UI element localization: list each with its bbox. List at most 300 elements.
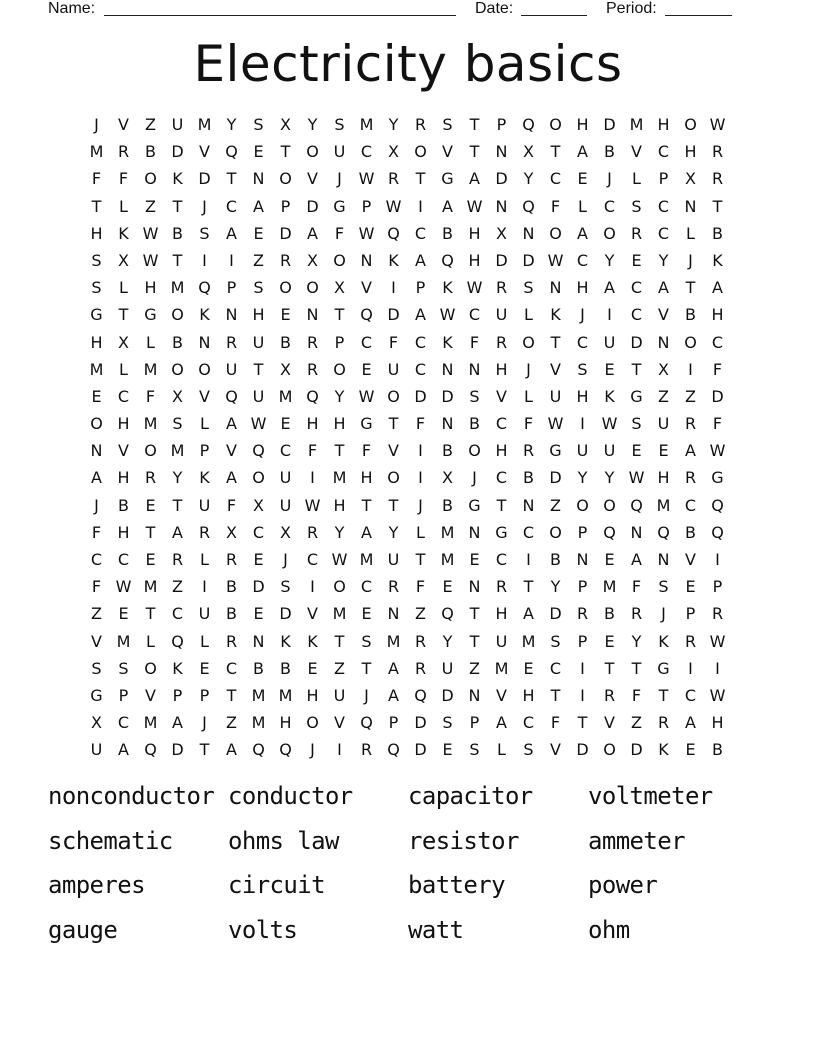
grid-letter[interactable]: C xyxy=(522,522,535,542)
grid-letter[interactable]: B xyxy=(118,495,129,515)
grid-letter[interactable]: O xyxy=(549,115,562,134)
grid-letter[interactable]: U xyxy=(333,142,346,162)
grid-letter[interactable]: L xyxy=(632,169,641,189)
grid-letter[interactable]: E xyxy=(631,441,642,461)
grid-letter[interactable]: T xyxy=(631,658,642,678)
grid-letter[interactable]: I xyxy=(715,658,720,678)
grid-letter[interactable]: I xyxy=(688,658,693,678)
grid-letter[interactable]: L xyxy=(200,631,209,651)
grid-letter[interactable]: A xyxy=(415,250,426,270)
grid-letter[interactable]: S xyxy=(658,577,669,597)
grid-letter[interactable]: N xyxy=(495,142,508,162)
grid-letter[interactable]: V xyxy=(199,142,210,162)
grid-letter[interactable]: T xyxy=(415,550,426,569)
grid-letter[interactable]: P xyxy=(685,604,696,624)
grid-letter[interactable]: M xyxy=(251,713,266,733)
grid-letter[interactable]: B xyxy=(172,223,183,243)
grid-letter[interactable]: S xyxy=(442,115,453,134)
grid-letter[interactable]: A xyxy=(577,142,588,162)
grid-letter[interactable]: N xyxy=(657,550,670,569)
grid-letter[interactable]: M xyxy=(602,577,617,597)
grid-letter[interactable]: I xyxy=(229,250,234,270)
grid-letter[interactable]: M xyxy=(116,631,131,651)
grid-letter[interactable]: P xyxy=(415,278,426,298)
grid-letter[interactable]: T xyxy=(388,414,399,434)
grid-letter[interactable]: X xyxy=(280,115,291,134)
grid-letter[interactable]: B xyxy=(685,522,696,542)
grid-letter[interactable]: K xyxy=(307,631,318,651)
grid-letter[interactable]: N xyxy=(90,441,103,461)
grid-letter[interactable]: C xyxy=(576,332,589,352)
grid-letter[interactable]: M xyxy=(143,414,158,434)
grid-letter[interactable]: S xyxy=(523,278,534,298)
grid-letter[interactable]: R xyxy=(225,631,238,651)
grid-letter[interactable]: E xyxy=(523,658,534,678)
grid-letter[interactable]: E xyxy=(604,550,615,569)
grid-letter[interactable]: I xyxy=(418,196,423,216)
grid-letter[interactable]: A xyxy=(226,223,237,243)
grid-letter[interactable]: Z xyxy=(658,386,669,406)
grid-letter[interactable]: C xyxy=(603,196,616,216)
grid-letter[interactable]: W xyxy=(709,685,726,705)
grid-letter[interactable]: B xyxy=(145,142,156,162)
grid-letter[interactable]: I xyxy=(715,550,720,569)
grid-letter[interactable]: A xyxy=(712,278,723,298)
grid-letter[interactable]: P xyxy=(172,685,183,705)
grid-letter[interactable]: I xyxy=(580,685,585,705)
grid-letter[interactable]: T xyxy=(685,278,696,298)
grid-letter[interactable]: K xyxy=(712,250,723,270)
grid-letter[interactable]: O xyxy=(603,495,616,515)
grid-letter[interactable]: M xyxy=(197,115,212,134)
grid-letter[interactable]: T xyxy=(145,604,156,624)
grid-letter[interactable]: Y xyxy=(604,250,615,270)
grid-letter[interactable]: Q xyxy=(279,740,292,760)
grid-letter[interactable]: L xyxy=(119,278,128,298)
grid-letter[interactable]: D xyxy=(549,468,562,488)
grid-letter[interactable]: B xyxy=(712,740,723,760)
grid-letter[interactable]: S xyxy=(631,196,642,216)
grid-letter[interactable]: T xyxy=(469,604,480,624)
grid-letter[interactable]: T xyxy=(253,359,264,379)
grid-letter[interactable]: R xyxy=(657,713,670,733)
grid-letter[interactable]: V xyxy=(550,740,561,760)
grid-letter[interactable]: K xyxy=(604,386,615,406)
grid-letter[interactable]: B xyxy=(442,495,453,515)
grid-letter[interactable]: V xyxy=(199,386,210,406)
grid-letter[interactable]: T xyxy=(334,441,345,461)
grid-letter[interactable]: V xyxy=(604,713,615,733)
grid-letter[interactable]: E xyxy=(253,604,264,624)
grid-letter[interactable]: E xyxy=(253,223,264,243)
grid-letter[interactable]: M xyxy=(143,359,158,379)
grid-letter[interactable]: I xyxy=(310,577,315,597)
grid-letter[interactable]: H xyxy=(495,441,508,461)
grid-letter[interactable]: C xyxy=(711,332,724,352)
grid-letter[interactable]: N xyxy=(441,359,454,379)
grid-letter[interactable]: D xyxy=(603,115,616,134)
grid-letter[interactable]: O xyxy=(90,414,103,434)
grid-letter[interactable]: H xyxy=(711,305,724,325)
grid-letter[interactable]: P xyxy=(469,713,480,733)
grid-letter[interactable]: C xyxy=(549,169,562,189)
grid-letter[interactable]: B xyxy=(685,305,696,325)
grid-letter[interactable]: E xyxy=(307,658,318,678)
grid-letter[interactable]: A xyxy=(577,223,588,243)
grid-letter[interactable]: G xyxy=(360,414,373,434)
grid-letter[interactable]: R xyxy=(711,169,724,189)
grid-letter[interactable]: T xyxy=(415,169,426,189)
grid-letter[interactable]: C xyxy=(657,142,670,162)
grid-letter[interactable]: T xyxy=(172,495,183,515)
grid-letter[interactable]: H xyxy=(90,223,103,243)
grid-letter[interactable]: B xyxy=(712,223,723,243)
grid-letter[interactable]: T xyxy=(145,522,156,542)
grid-letter[interactable]: H xyxy=(144,278,157,298)
grid-letter[interactable]: H xyxy=(576,278,589,298)
grid-letter[interactable]: O xyxy=(576,495,589,515)
grid-letter[interactable]: L xyxy=(416,522,425,542)
grid-letter[interactable]: R xyxy=(522,441,535,461)
grid-letter[interactable]: C xyxy=(495,550,508,569)
grid-letter[interactable]: A xyxy=(685,713,696,733)
grid-letter[interactable]: K xyxy=(172,658,183,678)
grid-letter[interactable]: R xyxy=(414,115,427,134)
grid-letter[interactable]: U xyxy=(252,386,265,406)
grid-letter[interactable]: W xyxy=(142,250,159,270)
grid-letter[interactable]: C xyxy=(657,223,670,243)
grid-letter[interactable]: O xyxy=(171,359,184,379)
grid-letter[interactable]: Z xyxy=(631,713,642,733)
grid-letter[interactable]: N xyxy=(522,223,535,243)
grid-letter[interactable]: P xyxy=(118,685,129,705)
grid-letter[interactable]: O xyxy=(684,115,697,134)
grid-letter[interactable]: S xyxy=(550,631,561,651)
grid-letter[interactable]: S xyxy=(334,115,345,134)
grid-letter[interactable]: A xyxy=(172,522,183,542)
grid-letter[interactable]: V xyxy=(361,278,372,298)
grid-letter[interactable]: H xyxy=(468,223,481,243)
grid-letter[interactable]: C xyxy=(468,305,481,325)
grid-letter[interactable]: Z xyxy=(226,713,237,733)
grid-letter[interactable]: G xyxy=(630,386,643,406)
grid-letter[interactable]: M xyxy=(143,577,158,597)
grid-letter[interactable]: M xyxy=(521,631,536,651)
grid-letter[interactable]: I xyxy=(202,250,207,270)
grid-letter[interactable]: D xyxy=(171,740,184,760)
grid-letter[interactable]: S xyxy=(577,359,588,379)
grid-letter[interactable]: H xyxy=(306,685,319,705)
grid-letter[interactable]: O xyxy=(468,441,481,461)
grid-letter[interactable]: J xyxy=(418,495,423,515)
grid-letter[interactable]: E xyxy=(91,386,102,406)
grid-letter[interactable]: P xyxy=(577,577,588,597)
grid-letter[interactable]: W xyxy=(709,631,726,651)
grid-letter[interactable]: R xyxy=(279,250,292,270)
grid-letter[interactable]: X xyxy=(334,278,345,298)
grid-letter[interactable]: R xyxy=(495,278,508,298)
grid-letter[interactable]: V xyxy=(685,550,696,569)
grid-letter[interactable]: X xyxy=(253,495,264,515)
grid-letter[interactable]: K xyxy=(118,223,129,243)
grid-letter[interactable]: S xyxy=(631,414,642,434)
grid-letter[interactable]: C xyxy=(414,332,427,352)
grid-letter[interactable]: O xyxy=(279,169,292,189)
grid-letter[interactable]: U xyxy=(279,468,292,488)
grid-letter[interactable]: Y xyxy=(226,115,237,134)
grid-letter[interactable]: U xyxy=(198,604,211,624)
grid-letter[interactable]: R xyxy=(414,631,427,651)
grid-letter[interactable]: V xyxy=(550,359,561,379)
grid-letter[interactable]: C xyxy=(117,713,130,733)
grid-letter[interactable]: O xyxy=(306,278,319,298)
grid-letter[interactable]: T xyxy=(712,196,723,216)
grid-letter[interactable]: R xyxy=(144,468,157,488)
grid-letter[interactable]: O xyxy=(333,577,346,597)
grid-letter[interactable]: I xyxy=(310,468,315,488)
grid-letter[interactable]: X xyxy=(307,250,318,270)
grid-letter[interactable]: C xyxy=(171,604,184,624)
grid-letter[interactable]: D xyxy=(252,577,265,597)
grid-letter[interactable]: P xyxy=(496,115,507,134)
grid-letter[interactable]: E xyxy=(442,740,453,760)
grid-letter[interactable]: N xyxy=(495,196,508,216)
grid-letter[interactable]: Q xyxy=(144,740,157,760)
grid-letter[interactable]: I xyxy=(688,359,693,379)
grid-letter[interactable]: N xyxy=(468,359,481,379)
grid-letter[interactable]: W xyxy=(358,223,375,243)
grid-letter[interactable]: F xyxy=(712,359,723,379)
grid-letter[interactable]: E xyxy=(280,305,291,325)
grid-letter[interactable]: C xyxy=(495,414,508,434)
grid-letter[interactable]: U xyxy=(90,740,103,760)
grid-letter[interactable]: J xyxy=(94,115,99,134)
grid-letter[interactable]: N xyxy=(468,685,481,705)
grid-letter[interactable]: J xyxy=(202,713,207,733)
grid-letter[interactable]: H xyxy=(657,468,670,488)
grid-letter[interactable]: O xyxy=(198,359,211,379)
grid-letter[interactable]: X xyxy=(496,223,507,243)
grid-letter[interactable]: E xyxy=(685,740,696,760)
grid-letter[interactable]: F xyxy=(550,196,561,216)
grid-letter[interactable]: R xyxy=(387,577,400,597)
grid-letter[interactable]: T xyxy=(550,332,561,352)
grid-letter[interactable]: L xyxy=(119,196,128,216)
grid-letter[interactable]: F xyxy=(550,713,561,733)
grid-letter[interactable]: R xyxy=(306,359,319,379)
grid-letter[interactable]: Z xyxy=(685,386,696,406)
grid-letter[interactable]: V xyxy=(496,386,507,406)
grid-letter[interactable]: U xyxy=(603,332,616,352)
grid-letter[interactable]: W xyxy=(547,250,564,270)
grid-letter[interactable]: I xyxy=(337,740,342,760)
grid-letter[interactable]: F xyxy=(415,414,426,434)
grid-letter[interactable]: M xyxy=(89,142,104,162)
grid-letter[interactable]: R xyxy=(495,577,508,597)
grid-letter[interactable]: C xyxy=(684,685,697,705)
grid-letter[interactable]: C xyxy=(117,386,130,406)
grid-letter[interactable]: K xyxy=(388,250,399,270)
grid-letter[interactable]: H xyxy=(468,250,481,270)
grid-letter[interactable]: A xyxy=(253,196,264,216)
grid-letter[interactable]: V xyxy=(307,604,318,624)
grid-letter[interactable]: W xyxy=(142,223,159,243)
grid-letter[interactable]: M xyxy=(278,685,293,705)
grid-letter[interactable]: J xyxy=(337,169,342,189)
grid-letter[interactable]: I xyxy=(580,414,585,434)
grid-letter[interactable]: B xyxy=(442,223,453,243)
grid-letter[interactable]: N xyxy=(684,196,697,216)
grid-letter[interactable]: Q xyxy=(252,740,265,760)
grid-letter[interactable]: X xyxy=(280,522,291,542)
grid-letter[interactable]: I xyxy=(391,278,396,298)
grid-letter[interactable]: K xyxy=(658,740,669,760)
grid-letter[interactable]: C xyxy=(414,223,427,243)
grid-letter[interactable]: V xyxy=(658,305,669,325)
grid-letter[interactable]: H xyxy=(657,115,670,134)
grid-letter[interactable]: B xyxy=(523,468,534,488)
grid-letter[interactable]: W xyxy=(466,196,483,216)
grid-letter[interactable]: T xyxy=(469,142,480,162)
grid-letter[interactable]: M xyxy=(170,441,185,461)
grid-letter[interactable]: L xyxy=(146,631,155,651)
grid-letter[interactable]: S xyxy=(253,115,264,134)
grid-letter[interactable]: O xyxy=(144,441,157,461)
grid-letter[interactable]: M xyxy=(278,386,293,406)
grid-letter[interactable]: J xyxy=(688,250,693,270)
grid-letter[interactable]: T xyxy=(172,250,183,270)
grid-letter[interactable]: T xyxy=(226,169,237,189)
grid-letter[interactable]: N xyxy=(468,522,481,542)
grid-letter[interactable]: B xyxy=(280,332,291,352)
grid-letter[interactable]: W xyxy=(547,414,564,434)
grid-letter[interactable]: C xyxy=(630,305,643,325)
grid-letter[interactable]: D xyxy=(171,142,184,162)
grid-letter[interactable]: N xyxy=(360,250,373,270)
grid-letter[interactable]: D xyxy=(549,604,562,624)
grid-letter[interactable]: M xyxy=(440,550,455,569)
grid-letter[interactable]: Y xyxy=(334,522,345,542)
grid-letter[interactable]: E xyxy=(145,550,156,569)
grid-letter[interactable]: X xyxy=(523,142,534,162)
grid-letter[interactable]: M xyxy=(656,495,671,515)
grid-letter[interactable]: N xyxy=(576,550,589,569)
grid-letter[interactable]: H xyxy=(117,414,130,434)
grid-letter[interactable]: C xyxy=(495,468,508,488)
word-search-grid[interactable] xyxy=(83,111,733,764)
grid-letter[interactable]: K xyxy=(280,631,291,651)
grid-letter[interactable]: S xyxy=(253,278,264,298)
grid-letter[interactable]: V xyxy=(118,441,129,461)
grid-letter[interactable]: X xyxy=(91,713,102,733)
grid-letter[interactable]: O xyxy=(252,468,265,488)
grid-letter[interactable]: M xyxy=(359,115,374,134)
grid-letter[interactable]: C xyxy=(684,495,697,515)
grid-letter[interactable]: D xyxy=(630,740,643,760)
grid-letter[interactable]: K xyxy=(199,468,210,488)
grid-letter[interactable]: W xyxy=(358,386,375,406)
grid-letter[interactable]: R xyxy=(684,468,697,488)
grid-letter[interactable]: L xyxy=(119,359,128,379)
grid-letter[interactable]: V xyxy=(496,685,507,705)
grid-letter[interactable]: K xyxy=(442,332,453,352)
grid-letter[interactable]: V xyxy=(226,441,237,461)
grid-letter[interactable]: G xyxy=(657,658,670,678)
grid-letter[interactable]: F xyxy=(91,169,102,189)
grid-letter[interactable]: S xyxy=(361,631,372,651)
grid-letter[interactable]: W xyxy=(466,278,483,298)
grid-letter[interactable]: E xyxy=(253,550,264,569)
grid-letter[interactable]: O xyxy=(144,169,157,189)
grid-letter[interactable]: E xyxy=(253,142,264,162)
grid-letter[interactable]: N xyxy=(252,169,265,189)
grid-letter[interactable]: O xyxy=(684,332,697,352)
grid-letter[interactable]: B xyxy=(550,550,561,569)
grid-letter[interactable]: C xyxy=(360,332,373,352)
grid-letter[interactable]: S xyxy=(118,658,129,678)
grid-letter[interactable]: F xyxy=(226,495,237,515)
grid-letter[interactable]: Y xyxy=(388,522,399,542)
grid-letter[interactable]: E xyxy=(469,550,480,569)
grid-letter[interactable]: W xyxy=(115,577,132,597)
grid-letter[interactable]: X xyxy=(226,522,237,542)
grid-letter[interactable]: E xyxy=(118,604,129,624)
grid-letter[interactable]: O xyxy=(144,658,157,678)
grid-letter[interactable]: R xyxy=(630,604,643,624)
grid-letter[interactable]: T xyxy=(334,631,345,651)
grid-letter[interactable]: X xyxy=(658,359,669,379)
grid-letter[interactable]: Y xyxy=(307,115,318,134)
grid-letter[interactable]: Q xyxy=(387,740,400,760)
grid-letter[interactable]: C xyxy=(630,278,643,298)
grid-letter[interactable]: T xyxy=(172,196,183,216)
grid-letter[interactable]: T xyxy=(361,658,372,678)
grid-letter[interactable]: R xyxy=(684,414,697,434)
grid-letter[interactable]: H xyxy=(360,468,373,488)
grid-letter[interactable]: U xyxy=(549,386,562,406)
grid-letter[interactable]: C xyxy=(306,550,319,569)
grid-letter[interactable]: T xyxy=(631,359,642,379)
grid-letter[interactable]: T xyxy=(226,685,237,705)
grid-letter[interactable]: Q xyxy=(414,685,427,705)
grid-letter[interactable]: B xyxy=(604,142,615,162)
grid-letter[interactable]: T xyxy=(469,115,480,134)
grid-letter[interactable]: K xyxy=(658,631,669,651)
grid-letter[interactable]: T xyxy=(577,713,588,733)
grid-letter[interactable]: E xyxy=(577,169,588,189)
grid-letter[interactable]: F xyxy=(415,577,426,597)
grid-letter[interactable]: A xyxy=(415,305,426,325)
grid-letter[interactable]: Y xyxy=(604,468,615,488)
grid-letter[interactable]: E xyxy=(685,577,696,597)
grid-letter[interactable]: B xyxy=(253,658,264,678)
grid-letter[interactable]: F xyxy=(307,441,318,461)
grid-letter[interactable]: F xyxy=(523,414,534,434)
grid-letter[interactable]: A xyxy=(685,441,696,461)
grid-letter[interactable]: D xyxy=(279,604,292,624)
grid-letter[interactable]: Q xyxy=(441,604,454,624)
grid-letter[interactable]: V xyxy=(307,169,318,189)
grid-letter[interactable]: W xyxy=(439,305,456,325)
name-field[interactable] xyxy=(104,15,456,16)
grid-letter[interactable]: D xyxy=(414,740,427,760)
grid-letter[interactable]: I xyxy=(526,550,531,569)
grid-letter[interactable]: T xyxy=(469,631,480,651)
grid-letter[interactable]: L xyxy=(497,740,506,760)
grid-letter[interactable]: R xyxy=(711,604,724,624)
grid-letter[interactable]: C xyxy=(522,713,535,733)
grid-letter[interactable]: P xyxy=(577,631,588,651)
